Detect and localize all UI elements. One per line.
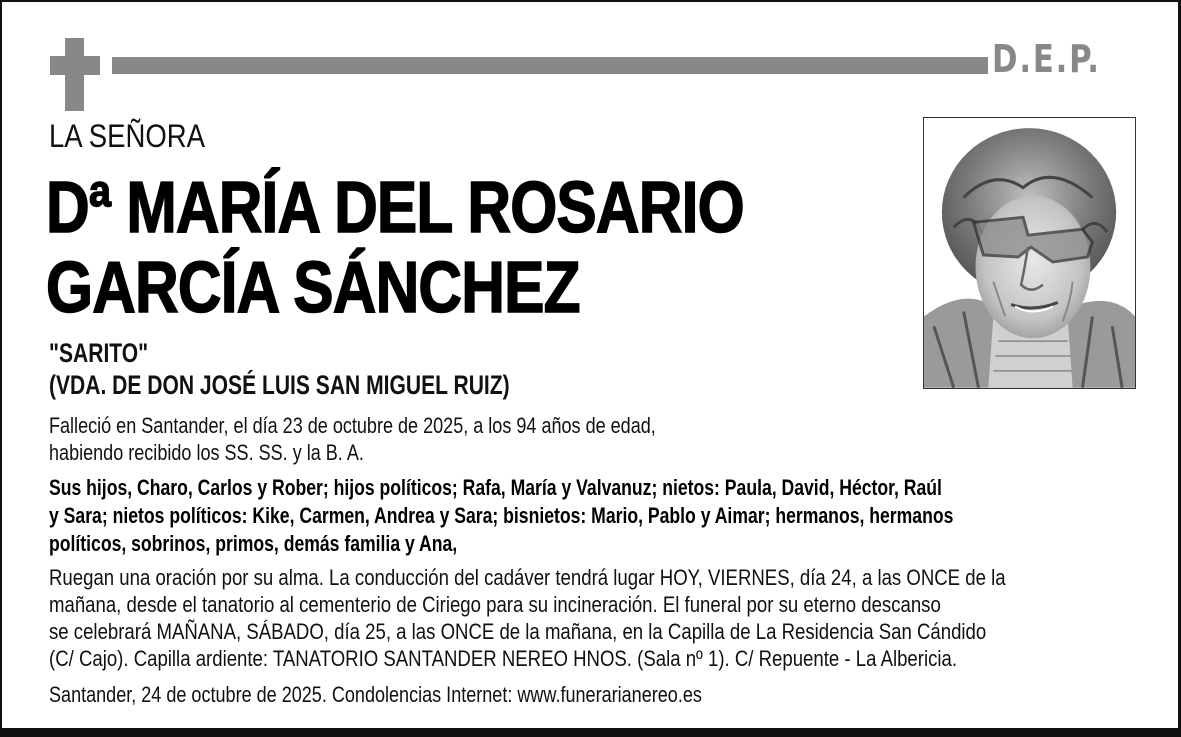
funeral-line: se celebrará MAÑANA, SÁBADO, día 25, a las ONCE de la mañana, en la Capilla de La Residencia San Cándido [49, 619, 987, 644]
funeral-line: mañana, desde el tanatorio al cementerio de Ciriego para su incineración. El funeral por su eterno descanso [49, 592, 941, 617]
funeral-line: Ruegan una oración por su alma. La conducción del cadáver tendrá lugar HOY, VIERNES, día 24, a las ONCE de la [49, 565, 1006, 590]
death-notice-line: Falleció en Santander, el día 23 de octubre de 2025, a los 94 años de edad, [49, 413, 656, 438]
dep-label: D.E.P. [992, 37, 1101, 81]
family-line: y Sara; nietos políticos: Kike, Carmen, Andrea y Sara; bisnietos: Mario, Pablo y Aimar; hermanos, hermanos [49, 503, 954, 528]
portrait-image [924, 118, 1135, 388]
footer-condolences: Santander, 24 de octubre de 2025. Condolencias Internet: www.funerarianereo.es [49, 682, 702, 707]
cross-icon-crossbar [50, 56, 100, 75]
widow-of: (VDA. DE DON JOSÉ LUIS SAN MIGUEL RUIZ) [49, 370, 510, 400]
family-list [49, 474, 953, 558]
family-line: políticos, sobrinos, primos, demás familia y Ana, [49, 531, 458, 556]
nickname: "SARITO" [49, 338, 149, 368]
deceased-name-line-2: GARCÍA SÁNCHEZ [46, 248, 580, 328]
deceased-name-line-1: Dª MARÍA DEL ROSARIO [46, 168, 744, 248]
funeral-line: (C/ Cajo). Capilla ardiente: TANATORIO SANTANDER NEREO HNOS. (Sala nº 1). C/ Repuente - La Albericia. [49, 646, 958, 671]
death-notice-line: habiendo recibido los SS. SS. y la B. A. [49, 440, 364, 465]
family-line: Sus hijos, Charo, Carlos y Rober; hijos políticos; Rafa, María y Valvanuz; nietos: Paula, David, Héctor, Raúl [49, 475, 942, 500]
header-rule [112, 57, 988, 74]
funeral-details [49, 564, 1006, 672]
portrait-photo [923, 117, 1136, 389]
death-notice [49, 412, 656, 466]
honorific-label: LA SEÑORA [49, 118, 206, 154]
